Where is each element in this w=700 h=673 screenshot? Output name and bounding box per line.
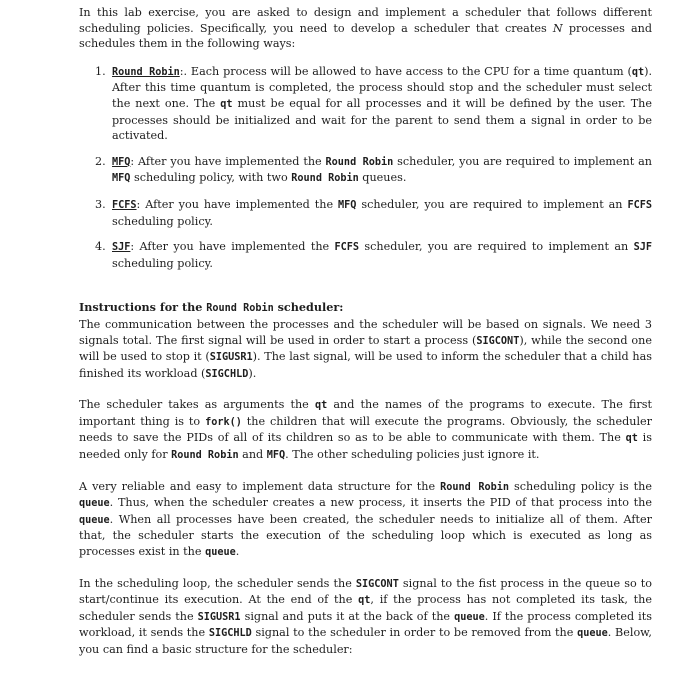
paragraph-text: . The other scheduling policies just ignore it. bbox=[285, 448, 540, 462]
code-term: qt bbox=[631, 66, 645, 78]
task-text: queues. bbox=[358, 171, 407, 185]
task-number: 3. bbox=[95, 197, 106, 211]
task-text: scheduling policy. bbox=[112, 214, 213, 228]
intro-paragraph bbox=[79, 5, 652, 52]
heading-text: scheduler: bbox=[273, 300, 344, 315]
code-term: FCFS bbox=[334, 242, 360, 254]
task-text: ). After this time quantum is completed, the process should stop and the scheduler must select the next one. The bbox=[112, 64, 653, 110]
task-name: Round Robin bbox=[112, 66, 180, 78]
code-term: qt bbox=[625, 433, 638, 445]
code-term: qt bbox=[358, 595, 371, 607]
task-text: must be equal for all processes and it will be defined by the user. The processes should be initialized and wait for the parent to send them a signal in order to be activated. bbox=[112, 96, 652, 143]
code-term: SJF bbox=[633, 242, 652, 254]
paragraph-text: signal and puts it at the back of the bbox=[240, 609, 455, 623]
paragraph-text: . Below, you can find a basic structure for the scheduler: bbox=[79, 626, 652, 656]
code-term: queue bbox=[79, 498, 110, 510]
task-text: scheduler, you are required to implement an bbox=[359, 240, 634, 254]
task-text: : After you have implemented the bbox=[130, 154, 326, 168]
task-name: MFQ bbox=[112, 156, 131, 168]
code-term: queue bbox=[454, 611, 485, 623]
paragraph-text: In the scheduling loop, the scheduler sends the bbox=[79, 576, 356, 590]
paragraph-text: A very reliable and easy to implement data structure for the bbox=[79, 479, 441, 493]
paragraph-text: the children that will execute the programs. Obviously, the scheduler needs to save the PIDs of all of its children so as to be able to communicate with them. The bbox=[79, 414, 652, 445]
task-text: : After you have implemented the bbox=[136, 197, 339, 211]
code-term: Round Robin bbox=[325, 156, 394, 168]
paragraph-text: . bbox=[235, 545, 240, 559]
code-term: queue bbox=[577, 628, 608, 640]
paragraph-text: , if the process has not completed its task, the scheduler sends the bbox=[79, 593, 652, 623]
paragraph-text: ). The last signal, will be used to inform the scheduler that a child has finished its workload ( bbox=[79, 350, 652, 380]
paragraph-arguments bbox=[79, 397, 652, 463]
paragraph-text: The scheduler takes as arguments the bbox=[79, 398, 315, 412]
code-term: MFQ bbox=[112, 173, 131, 185]
paragraph-queue bbox=[79, 479, 652, 561]
heading-text: Instructions for the bbox=[79, 300, 207, 315]
code-term: SIGCHLD bbox=[208, 628, 252, 640]
code-term: SIGUSR1 bbox=[209, 352, 253, 364]
task-name: FCFS bbox=[112, 199, 137, 211]
task-item-sjf bbox=[79, 239, 652, 271]
code-term: Round Robin bbox=[171, 450, 239, 462]
code-term: Round Robin bbox=[440, 481, 510, 493]
task-name: SJF bbox=[112, 242, 131, 254]
code-term: Round Robin bbox=[291, 173, 359, 185]
task-item-fcfs bbox=[79, 197, 652, 229]
paragraph-text: . Thus, when the scheduler creates a new process, it inserts the PID of that process into the bbox=[109, 496, 652, 510]
task-number: 4. bbox=[95, 240, 106, 254]
section-heading-round-robin bbox=[79, 300, 652, 317]
task-item-mfq bbox=[79, 154, 652, 187]
task-text: : After you have implemented the bbox=[130, 240, 335, 254]
task-text: :. Each process will be allowed to have access to the CPU for a time quantum ( bbox=[179, 64, 632, 78]
intro-text: processes and schedules them in the following ways: bbox=[79, 21, 653, 51]
paragraph-text: ). bbox=[248, 366, 257, 380]
code-term: SIGUSR1 bbox=[197, 611, 241, 623]
variable-n: N bbox=[552, 21, 563, 35]
code-term: SIGCONT bbox=[476, 335, 520, 347]
task-text: scheduling policy. bbox=[112, 256, 213, 270]
scheduler-task-list bbox=[79, 64, 652, 272]
paragraph-text: . If the process completed its workload, it sends the bbox=[79, 609, 652, 640]
paragraph-text: signal to the fist process in the queue so to start/continue its execution. At the end of the bbox=[79, 576, 652, 607]
code-term: MFQ bbox=[266, 450, 286, 462]
task-number: 1. bbox=[95, 64, 106, 78]
code-term: qt bbox=[314, 400, 328, 412]
code-term: SIGCONT bbox=[355, 578, 399, 590]
paragraph-text: The communication between the processes and the scheduler will be based on signals. We need 3 signals total. The first signal will be used in order to start a process ( bbox=[79, 317, 652, 347]
paragraph-text: scheduling policy is the bbox=[509, 479, 653, 493]
paragraph-text: signal to the scheduler in order to be removed from the bbox=[251, 626, 578, 640]
paragraph-signals bbox=[79, 317, 652, 382]
code-term: qt bbox=[220, 98, 233, 110]
code-term: SIGCHLD bbox=[205, 368, 249, 380]
code-term: queue bbox=[205, 547, 236, 559]
paragraph-text: is needed only for bbox=[79, 431, 652, 462]
paragraph-text: and the names of the programs to execute. The first important thing is to bbox=[79, 398, 652, 428]
task-text: scheduling policy, with two bbox=[130, 171, 292, 185]
task-text: scheduler, you are required to implement an bbox=[356, 197, 628, 211]
task-text: scheduler, you are required to implement an bbox=[393, 154, 652, 168]
code-term: queue bbox=[79, 514, 110, 526]
paragraph-text: . When all processes have been created, the scheduler needs to initialize all of them. After that, the scheduler starts the execution of the scheduling loop which is executed as long as processes exist in the bbox=[79, 512, 652, 559]
task-number: 2. bbox=[95, 154, 106, 168]
code-term: MFQ bbox=[338, 199, 357, 211]
paragraph-text: and bbox=[238, 448, 267, 462]
intro-text: In this lab exercise, you are asked to design and implement a scheduler that follows different scheduling policies. Specifically, you need to develop a scheduler that creates bbox=[79, 6, 652, 35]
code-term: FCFS bbox=[627, 199, 652, 211]
paragraph-text: ), while the second one will be used to stop it ( bbox=[79, 333, 652, 364]
paragraph-scheduling-loop bbox=[79, 576, 652, 658]
code-term: Round Robin bbox=[206, 303, 274, 315]
task-item-round-robin bbox=[79, 64, 652, 144]
code-term: fork() bbox=[205, 416, 242, 428]
